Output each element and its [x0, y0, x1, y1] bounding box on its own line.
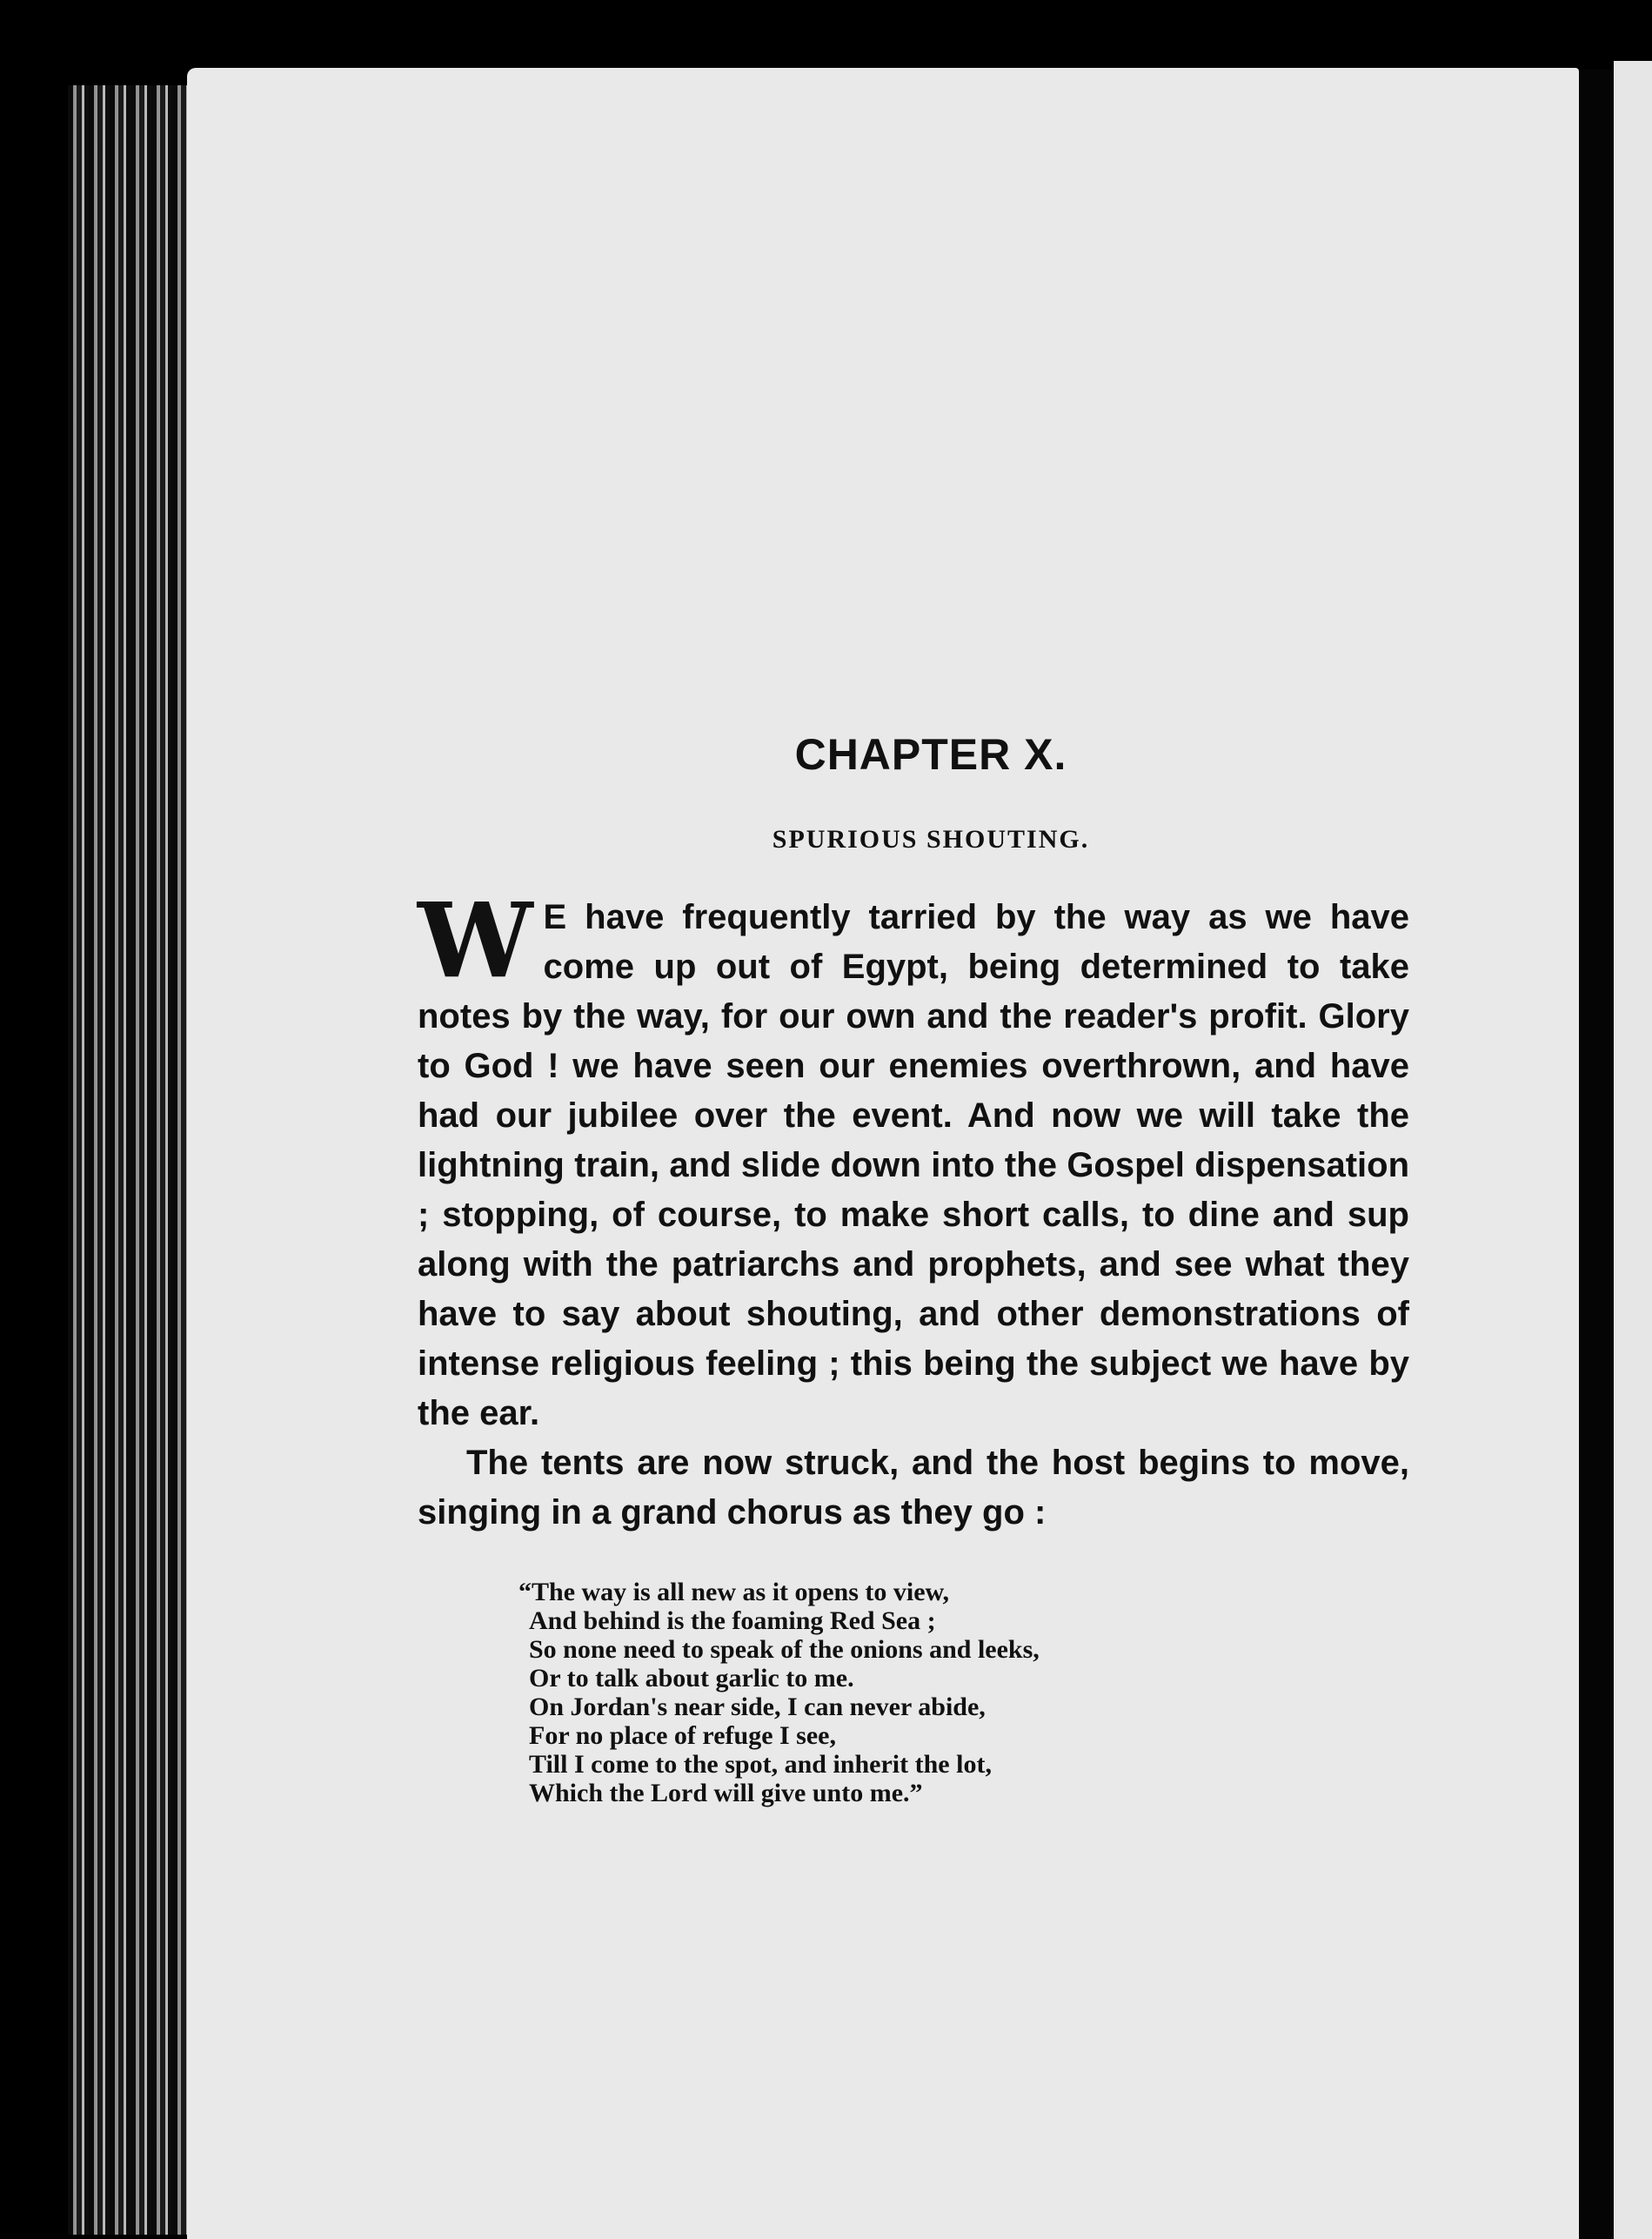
- poem-line: Till I come to the spot, and inherit the lot,: [529, 1750, 992, 1779]
- poem-line: “The way is all new as it opens to view,: [518, 1578, 950, 1606]
- poem-line: On Jordan's near side, I can never abide,: [529, 1693, 986, 1721]
- page-gutter-shadow: [1579, 70, 1614, 2239]
- poem-line: For no place of refuge I see,: [529, 1721, 836, 1750]
- paragraph-1-text: E have frequently tarried by the way as we have come up out of Egypt, being determined to take notes by the way, for our own and the reader's profit. Glory to God ! we have seen our enemies overthrown, and have had our jubilee over the event. And now we will take the lightning train, and slide down into the Gospel dispensation ; stopping, of course, to make short calls, to dine and sup along with the patriarchs and prophets, and see what they have to say about shouting, and other demonstrations of intense religious feeling ; this being the subject we have by the ear.: [418, 898, 1409, 1432]
- poem-line: Or to talk about garlic to me.: [529, 1664, 854, 1693]
- poem-line: Which the Lord will give unto me.”: [529, 1779, 923, 1807]
- paragraph-2: The tents are now struck, and the host begins to move, singing in a grand chorus as they go :: [418, 1444, 1409, 1532]
- chapter-text-block: [418, 729, 1409, 1807]
- drop-cap-letter: W: [418, 880, 528, 1001]
- poem-line: And behind is the foaming Red Sea ;: [529, 1606, 936, 1635]
- chapter-subtitle: SPURIOUS SHOUTING.: [772, 825, 1090, 854]
- chapter-title: CHAPTER X.: [794, 730, 1067, 779]
- poem-block: [518, 1578, 1409, 1807]
- book-page-edges: [68, 85, 207, 2235]
- next-page-edge: [1614, 61, 1652, 2239]
- poem-line: So none need to speak of the onions and leeks,: [529, 1635, 1040, 1664]
- paragraph-1: [418, 880, 1409, 1438]
